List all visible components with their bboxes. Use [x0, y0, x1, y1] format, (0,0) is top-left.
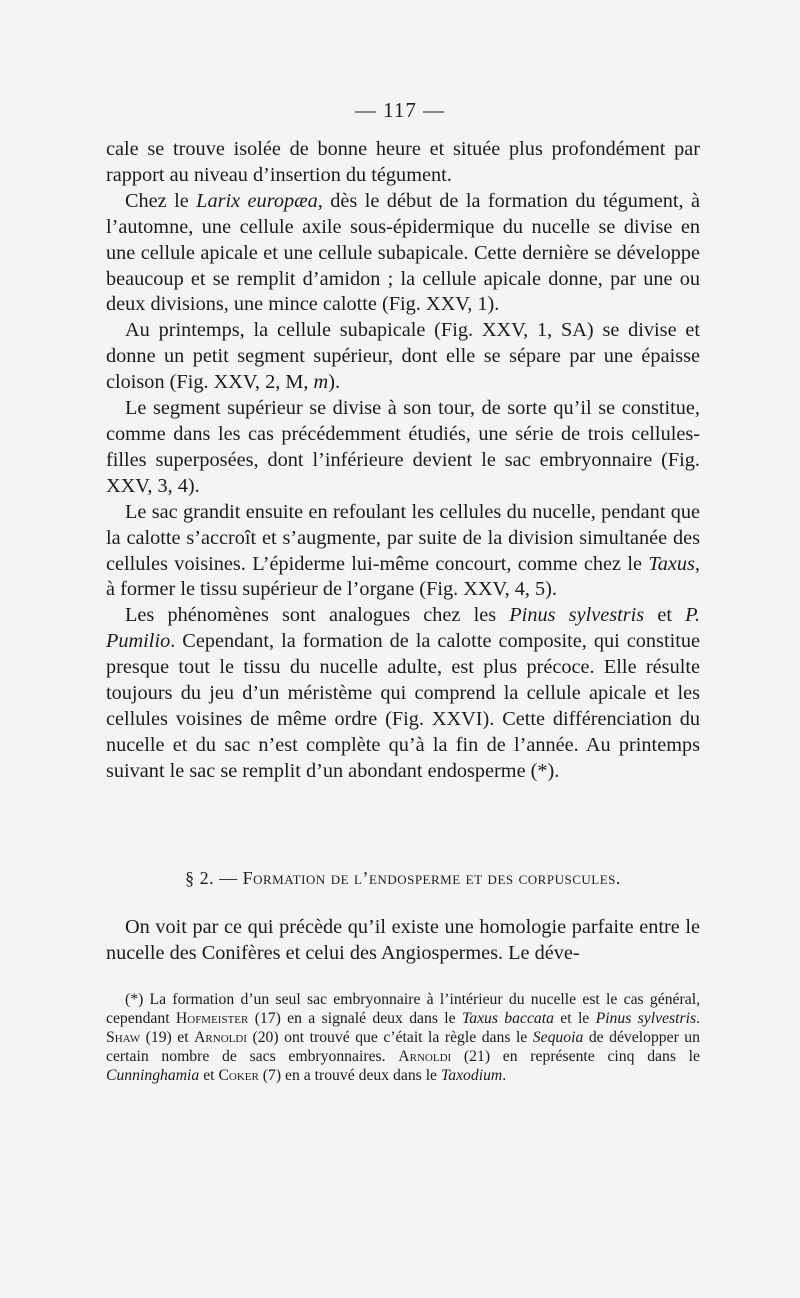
text-run: (20) ont trouvé que c’était la règle dans le [246, 1029, 533, 1046]
paragraph-5 [106, 500, 700, 604]
page-number: — 117 — [354, 98, 446, 122]
species-name: Taxus [648, 552, 695, 575]
species-name: P. Pumilio [106, 604, 700, 653]
species-name: Taxodium [440, 1067, 503, 1084]
text-run: et [644, 604, 686, 627]
species-name: Sequoia [532, 1029, 584, 1046]
author-name: Shaw [106, 1029, 141, 1046]
text-run: Chez le [125, 189, 197, 212]
text-run: et le [553, 1010, 596, 1027]
species-name: Cunninghamia [106, 1067, 200, 1084]
paragraph-1: cale se trouve isolée de bonne heure et située plus profondément par rapport au niveau d’insertion du tégument. [106, 138, 700, 186]
section-text [106, 915, 700, 967]
main-text [106, 137, 700, 785]
text-run: (*) La formation d’un seul sac embryonnaire à l’intérieur du nucelle est le cas général, cependant [106, 991, 700, 1027]
section-number: § 2. — [185, 868, 243, 888]
text-run: . [502, 1067, 507, 1084]
text-run: (17) en a signalé deux dans le [248, 1010, 462, 1027]
author-name: Arnoldi [398, 1048, 452, 1065]
text-run: (7) en a trouvé deux dans le [258, 1067, 441, 1084]
footnote-text [106, 990, 700, 1085]
paragraph-2 [106, 189, 700, 319]
text-run: (19) et [140, 1029, 195, 1046]
text-run: Le sac grandit ensuite en refoulant les cellules du nucelle, pendant que la calotte s’accroît et s’augmente, par suite de la division simultanée des cellules voisines. L’épiderme lui-même concourt, comme chez le [106, 500, 700, 575]
species-name: Taxus baccata [461, 1010, 554, 1027]
author-name: Arnoldi [194, 1029, 247, 1046]
paragraph-4: Le segment supérieur se divise à son tour, de sorte qu’il se constitue, comme dans les cas précédemment étudiés, une série de trois cellules-filles superposées, dont l’inférieure devient le sac embryonnaire (Fig. XXV, 3, 4). [106, 397, 700, 497]
paragraph-6 [106, 603, 700, 784]
text-run: Les phénomènes sont analogues chez les [125, 604, 510, 627]
author-name: Coker [218, 1067, 259, 1084]
italic-letter: m [313, 371, 329, 394]
text-run: Au printemps, la cellule subapicale (Fig. XXV, 1, SA) se divise et donne un petit segment supérieur, dont elle se sépare par une épaisse cloison (Fig. XXV, 2, M, [106, 319, 700, 394]
text-run: (21) en représente cinq dans le [451, 1048, 700, 1065]
text-run: de développer un certain nombre de sacs embryonnaires. [106, 1029, 700, 1065]
text-run: ). [328, 371, 341, 394]
text-run: . [696, 1010, 700, 1027]
species-name: Pinus sylvestris [595, 1010, 697, 1027]
text-run: , dès le début de la formation du tégument, à l’automne, une cellule axile sous-épidermique du nucelle se divise en une cellule apicale et une cellule subapicale. Cette dernière se développe beaucoup et se remplit d’amidon ; la cellule apicale donne, par une ou deux divisions, une mince calotte (Fig. XXV, 1). [106, 189, 700, 316]
text-run: , à former le tissu supérieur de l’organe (Fig. XXV, 4, 5). [106, 552, 700, 601]
text-run: . Cependant, la formation de la calotte composite, qui constitue presque tout le tissu du nucelle adulte, est plus précoce. Elle résulte toujours du jeu d’un méristème qui comprend la cellule apicale et les cellules voisines de même ordre (Fig. XXVI). Cette différenciation du nucelle et du sac n’est complète qu’à la fin de l’année. Au printemps suivant le sac se remplit d’un abondant endosperme (*). [106, 630, 700, 782]
author-name: Hofmeister [175, 1010, 249, 1027]
paragraph-7: On voit par ce qui précède qu’il existe une homologie parfaite entre le nucelle des Conifères et celui des Angiospermes. Le déve- [106, 916, 700, 964]
species-name: Pinus sylvestris [509, 604, 645, 627]
footnote [106, 990, 700, 1085]
species-name: Larix europæa [196, 189, 318, 212]
section-title: Formation de l’endosperme et des corpuscules. [242, 868, 621, 888]
section-heading [106, 868, 700, 889]
paragraph-3 [106, 318, 700, 396]
text-run: et [199, 1067, 219, 1084]
